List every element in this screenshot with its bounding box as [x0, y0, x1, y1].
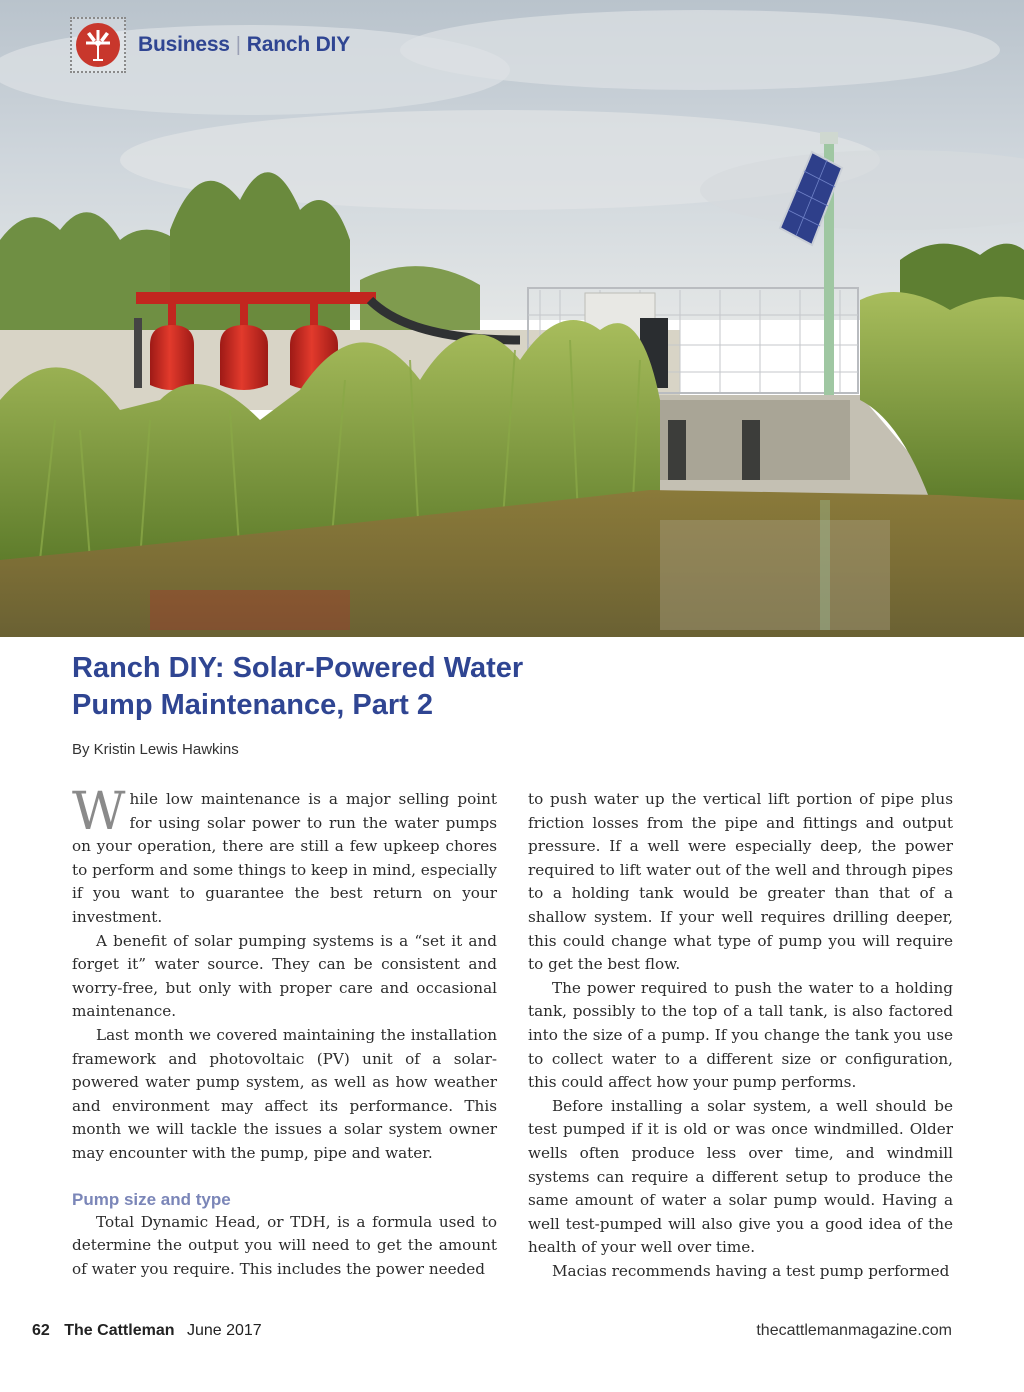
paragraph: Last month we covered maintaining the installation framework and photovoltaic (PV) unit of a solar-powered water pump system, as well as how weather and environment may affect its performance. This month we will tackle the issues a solar system owner may encounter with the pump, pipe and water. [72, 1025, 497, 1162]
hero-photo [0, 0, 1024, 637]
section-logo [70, 17, 126, 73]
paragraph-text: hile low maintenance is a major selling point for using solar power to run the water pumps on your operation, there are still a few upkeep chores to perform and some things to keep in mind, especially if you want to guarantee the best return on your investment. [72, 790, 497, 926]
page-number: 62 [32, 1322, 50, 1339]
article-title [72, 650, 672, 724]
body-column-right [528, 788, 953, 1283]
issue-date: June 2017 [186, 1322, 262, 1339]
windmill-icon [76, 23, 120, 67]
website-url: thecattlemanmagazine.com [756, 1322, 952, 1339]
paragraph [72, 782, 497, 930]
paragraph: A benefit of solar pumping systems is a “set it and forget it” water source. They can be consistent and worry-free, but only with proper care and occasional maintenance. [72, 931, 497, 1021]
section-separator: | [235, 33, 241, 56]
article-title-line2: Pump Maintenance, Part 2 [72, 689, 433, 721]
folio [32, 1322, 262, 1340]
section-label-ranch-diy: Ranch DIY [246, 33, 351, 56]
page-footer [0, 1322, 1024, 1344]
body-column-left [72, 782, 497, 1281]
paragraph: Macias recommends having a test pump performed [552, 1261, 950, 1280]
drop-cap: W [72, 782, 126, 842]
article-title-line1: Ranch DIY: Solar-Powered Water [72, 652, 524, 684]
paragraph: Before installing a solar system, a well should be test pumped if it is old or was once windmilled. Older wells often produce less over time, and windmill systems can require a different setup to produce the same amount of water a solar pump would. Having a well test-pumped will also give you a good idea of the health of your well over time. [528, 1096, 953, 1257]
magazine-name: The Cattleman [64, 1322, 175, 1339]
section-label-business: Business [138, 33, 230, 56]
section-tag [70, 14, 350, 76]
section-label [138, 33, 350, 57]
paragraph: Total Dynamic Head, or TDH, is a formula used to determine the output you will need to get the amount of water you require. This includes the power needed [72, 1212, 497, 1278]
paragraph: to push water up the vertical lift portion of pipe plus friction losses from the pipe and fittings and output pressure. If a well were especially deep, the power required to lift water out of the well and through pipes to a holding tank would be greater than that of a shallow system. If your well requires drilling deeper, this could change what type of pump you will require to get the best flow. [528, 790, 953, 974]
subheading: Pump size and type [72, 1189, 231, 1209]
article-byline: By Kristin Lewis Hawkins [72, 741, 239, 758]
paragraph: The power required to push the water to a holding tank, possibly to the top of a tall tank, is also factored into the size of a pump. If you change the tank you use to collect water to a different size or configuration, this could affect how your pump performs. [528, 978, 953, 1092]
